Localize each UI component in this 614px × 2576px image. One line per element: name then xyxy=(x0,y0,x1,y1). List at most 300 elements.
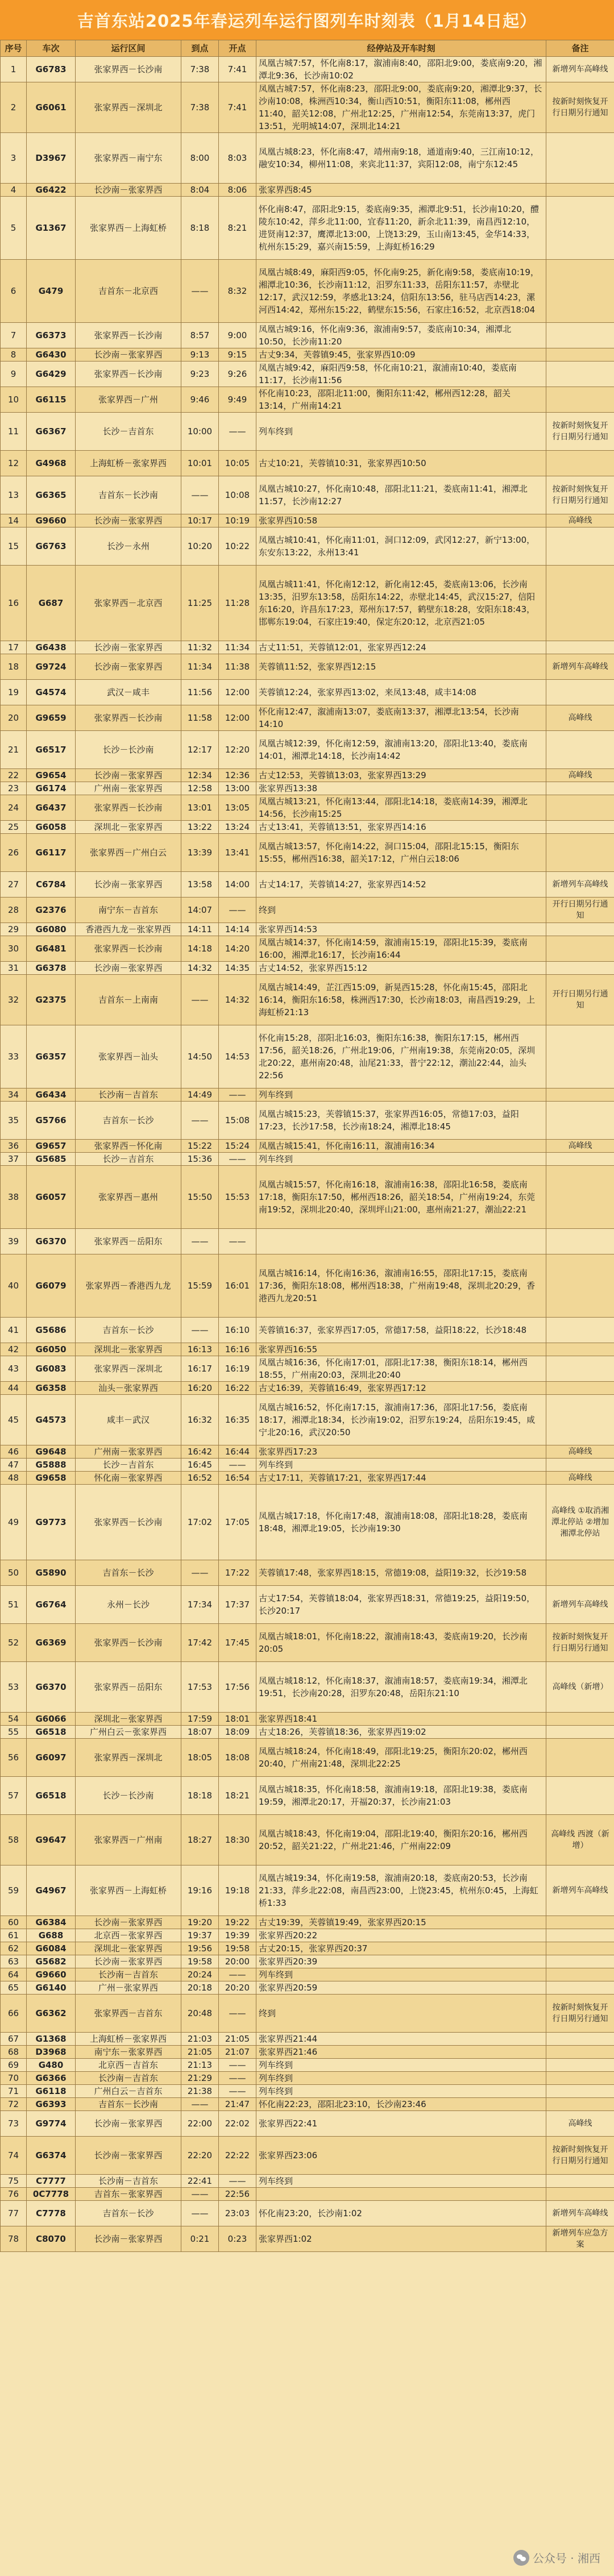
row-note xyxy=(546,1560,614,1586)
row-stops: 列车终到 xyxy=(256,2085,546,2098)
row-stops: 芙蓉镇11:52，张家界西12:15 xyxy=(256,654,546,680)
row-note: 按新时刻恢复开行日期另行通知 xyxy=(546,82,614,133)
row-stops: 张家界西1:02 xyxy=(256,2226,546,2252)
table-row xyxy=(1,1318,614,1343)
row-arrival: 14:49 xyxy=(181,1088,219,1102)
row-arrival: —— xyxy=(181,2201,219,2226)
row-route: 长沙－长沙南 xyxy=(76,731,181,769)
row-stops: 张家界西13:38 xyxy=(256,782,546,795)
row-stops: 张家界西20:39 xyxy=(256,1955,546,1968)
row-departure: 21:07 xyxy=(219,2046,256,2059)
row-arrival: 22:20 xyxy=(181,2137,219,2175)
row-departure: —— xyxy=(219,2175,256,2188)
row-no: 35 xyxy=(1,1102,27,1140)
row-train: D3968 xyxy=(27,2046,76,2059)
row-route: 吉首东－长沙南 xyxy=(76,476,181,514)
row-arrival: —— xyxy=(181,975,219,1025)
row-no: 21 xyxy=(1,731,27,769)
row-no: 37 xyxy=(1,1153,27,1166)
row-no: 9 xyxy=(1,362,27,387)
table-row xyxy=(1,769,614,782)
row-departure: 22:02 xyxy=(219,2111,256,2137)
row-train: G6061 xyxy=(27,82,76,133)
row-stops: 张家界西17:23 xyxy=(256,1445,546,1459)
row-arrival: 14:18 xyxy=(181,936,219,962)
row-no: 12 xyxy=(1,451,27,476)
row-no: 14 xyxy=(1,514,27,527)
row-note xyxy=(546,1025,614,1088)
row-stops: 张家界西14:53 xyxy=(256,923,546,936)
table-row xyxy=(1,1865,614,1916)
row-route: 长沙－永州 xyxy=(76,527,181,566)
row-note: 高峰线（新增） xyxy=(546,1662,614,1713)
row-stops: 凤凰古城18:35，怀化南18:58，溆浦南19:18，邵阳北19:38，娄底南19:59，湘潭北20:17，开福20:37，长沙南21:03 xyxy=(256,1777,546,1815)
row-arrival: 22:41 xyxy=(181,2175,219,2188)
row-route: 深圳北－张家界西 xyxy=(76,1713,181,1726)
row-train: G6367 xyxy=(27,413,76,451)
row-arrival: 12:58 xyxy=(181,782,219,795)
row-train: G6517 xyxy=(27,731,76,769)
row-stops: 张家界西16:55 xyxy=(256,1343,546,1356)
row-stops: 凤凰古城14:49，芷江西15:09，新晃西15:28，怀化南15:45，邵阳北16:14，衡阳东16:58，株洲西17:30，长沙南18:03，南昌西19:29，上海虹桥21:13 xyxy=(256,975,546,1025)
row-stops: 凤凰古城16:14，怀化南16:36，溆浦南16:55，邵阳北17:15，娄底南17:36，衡阳东18:08，郴州西18:38，广州南19:48，深圳北20:29，香港西九龙20:51 xyxy=(256,1254,546,1318)
row-departure: —— xyxy=(219,1459,256,1472)
row-train: G6429 xyxy=(27,362,76,387)
row-note: 高峰线 xyxy=(546,1445,614,1459)
row-departure: —— xyxy=(219,1229,256,1254)
table-row xyxy=(1,1229,614,1254)
row-note xyxy=(546,1229,614,1254)
row-no: 64 xyxy=(1,1968,27,1981)
row-arrival: 14:50 xyxy=(181,1025,219,1088)
row-note: 新增列车高峰线 xyxy=(546,872,614,898)
row-departure: 16:22 xyxy=(219,1382,256,1395)
row-train: G6373 xyxy=(27,323,76,348)
row-route: 张家界西－长沙南 xyxy=(76,1624,181,1662)
row-note: 开行日期另行通知 xyxy=(546,975,614,1025)
wechat-icon xyxy=(513,2550,529,2566)
row-arrival: —— xyxy=(181,1102,219,1140)
table-row xyxy=(1,2137,614,2175)
row-arrival: 16:52 xyxy=(181,1472,219,1485)
row-departure: 11:28 xyxy=(219,566,256,641)
row-arrival: 17:53 xyxy=(181,1662,219,1713)
row-train: G6362 xyxy=(27,1995,76,2033)
row-no: 17 xyxy=(1,641,27,654)
row-arrival: 14:32 xyxy=(181,962,219,975)
row-train: G5686 xyxy=(27,1318,76,1343)
table-row xyxy=(1,451,614,476)
row-note xyxy=(546,1356,614,1382)
row-stops: 凤凰古城10:27，怀化南10:48，邵阳北11:21，娄底南11:41，湘潭北11:57，长沙南12:27 xyxy=(256,476,546,514)
row-stops: 凤凰古城13:21，怀化南13:44，邵阳北14:18，娄底南14:39，湘潭北14:56，长沙南15:25 xyxy=(256,795,546,821)
table-row xyxy=(1,2098,614,2111)
row-train: G2376 xyxy=(27,898,76,923)
row-train: G6118 xyxy=(27,2085,76,2098)
row-no: 58 xyxy=(1,1815,27,1865)
row-train: G4968 xyxy=(27,451,76,476)
row-no: 20 xyxy=(1,705,27,731)
row-no: 56 xyxy=(1,1739,27,1777)
row-route: 张家界西－岳阳东 xyxy=(76,1229,181,1254)
row-train: G5890 xyxy=(27,1560,76,1586)
row-no: 60 xyxy=(1,1916,27,1929)
row-train: G6369 xyxy=(27,1624,76,1662)
row-departure: 18:01 xyxy=(219,1713,256,1726)
row-departure: 15:24 xyxy=(219,1140,256,1153)
row-no: 29 xyxy=(1,923,27,936)
row-route: 深圳北－张家界西 xyxy=(76,821,181,834)
row-no: 33 xyxy=(1,1025,27,1088)
row-departure: 8:32 xyxy=(219,260,256,323)
row-train: G6140 xyxy=(27,1981,76,1995)
table-row xyxy=(1,527,614,566)
table-row xyxy=(1,654,614,680)
row-stops: 芙蓉镇17:48，张家界西18:15，常德19:08，益阳19:32，长沙19:58 xyxy=(256,1560,546,1586)
row-stops: 凤凰古城18:01，怀化南18:22，溆浦南18:43，娄底南19:20，长沙南20:05 xyxy=(256,1624,546,1662)
row-no: 26 xyxy=(1,834,27,872)
row-departure: 14:35 xyxy=(219,962,256,975)
row-departure: 8:03 xyxy=(219,133,256,184)
row-route: 张家界西－怀化南 xyxy=(76,1140,181,1153)
row-route: 上海虹桥－张家界西 xyxy=(76,2033,181,2046)
row-no: 7 xyxy=(1,323,27,348)
row-stops: 凤凰古城16:36，怀化南17:01，邵阳北17:38，衡阳东18:14，郴州西18:55，广州南20:03，深圳北20:40 xyxy=(256,1356,546,1382)
row-no: 16 xyxy=(1,566,27,641)
col-header-arrival: 到点 xyxy=(181,40,219,57)
row-departure: 10:08 xyxy=(219,476,256,514)
row-train: G480 xyxy=(27,2059,76,2072)
row-train: G6434 xyxy=(27,1088,76,1102)
row-route: 张家界西－广州南 xyxy=(76,1815,181,1865)
col-header-departure: 开点 xyxy=(219,40,256,57)
row-arrival: —— xyxy=(181,2188,219,2201)
row-no: 71 xyxy=(1,2085,27,2098)
table-row xyxy=(1,2188,614,2201)
row-note xyxy=(546,451,614,476)
table-row xyxy=(1,348,614,362)
row-route: 张家界西－上海虹桥 xyxy=(76,1865,181,1916)
row-departure: 19:39 xyxy=(219,1929,256,1942)
row-train: C8070 xyxy=(27,2226,76,2252)
row-arrival: 14:07 xyxy=(181,898,219,923)
row-departure: 9:15 xyxy=(219,348,256,362)
row-route: 吉首东－上南南 xyxy=(76,975,181,1025)
row-route: 长沙南－张家界西 xyxy=(76,962,181,975)
row-route: 长沙南－张家界西 xyxy=(76,348,181,362)
row-arrival: 18:27 xyxy=(181,1815,219,1865)
row-stops: 凤凰古城15:41，怀化南16:11，溆浦南16:34 xyxy=(256,1140,546,1153)
row-stops: 张家界西20:22 xyxy=(256,1929,546,1942)
row-no: 32 xyxy=(1,975,27,1025)
row-departure: 8:06 xyxy=(219,184,256,197)
row-train: G9660 xyxy=(27,514,76,527)
row-route: 吉首东－北京西 xyxy=(76,260,181,323)
row-departure: 12:00 xyxy=(219,680,256,705)
row-route: 长沙南－吉首东 xyxy=(76,1088,181,1102)
row-note: 高峰线 xyxy=(546,1472,614,1485)
row-route: 张家界西－上海虹桥 xyxy=(76,197,181,260)
row-note xyxy=(546,527,614,566)
row-departure: —— xyxy=(219,1995,256,2033)
row-train: G6365 xyxy=(27,476,76,514)
row-no: 53 xyxy=(1,1662,27,1713)
row-arrival: 21:05 xyxy=(181,2046,219,2059)
row-departure: 12:36 xyxy=(219,769,256,782)
row-route: 吉首东－长沙 xyxy=(76,2201,181,2226)
row-note xyxy=(546,1981,614,1995)
row-note xyxy=(546,641,614,654)
row-stops: 古丈9:34，芙蓉镇9:45，张家界西10:09 xyxy=(256,348,546,362)
row-train: G6174 xyxy=(27,782,76,795)
row-departure: —— xyxy=(219,2072,256,2085)
table-row xyxy=(1,1995,614,2033)
row-departure: 14:20 xyxy=(219,936,256,962)
row-departure: 16:54 xyxy=(219,1472,256,1485)
row-stops: 列车终到 xyxy=(256,2059,546,2072)
row-stops: 终到 xyxy=(256,898,546,923)
row-arrival: 14:11 xyxy=(181,923,219,936)
row-departure: 14:32 xyxy=(219,975,256,1025)
row-train: G6066 xyxy=(27,1713,76,1726)
row-no: 72 xyxy=(1,2098,27,2111)
table-row xyxy=(1,1815,614,1865)
row-route: 长沙－吉首东 xyxy=(76,413,181,451)
table-row xyxy=(1,2085,614,2098)
table-row xyxy=(1,795,614,821)
row-note xyxy=(546,795,614,821)
row-departure: 13:05 xyxy=(219,795,256,821)
row-train: G9659 xyxy=(27,705,76,731)
row-route: 张家界西－深圳北 xyxy=(76,1356,181,1382)
row-note xyxy=(546,2098,614,2111)
row-train: D3967 xyxy=(27,133,76,184)
row-route: 怀化南－张家界西 xyxy=(76,1472,181,1485)
table-row xyxy=(1,133,614,184)
table-row xyxy=(1,1955,614,1968)
row-departure: 18:21 xyxy=(219,1777,256,1815)
row-stops: 凤凰古城11:41，怀化南12:12，新化南12:45，娄底南13:06，长沙南13:35，汨罗东13:58，岳阳东14:22，赤壁北14:45，武汉15:27，信阳东16:20，许昌东17:23，郑州东17:57，鹤壁东18:28，安阳东18:43，邯郸东19:04，石家庄19:40，保定东20:12，北京西21:05 xyxy=(256,566,546,641)
col-header-route: 运行区间 xyxy=(76,40,181,57)
row-departure: 18:08 xyxy=(219,1739,256,1777)
row-departure: 18:09 xyxy=(219,1726,256,1739)
row-train: G4574 xyxy=(27,680,76,705)
row-train: G4967 xyxy=(27,1865,76,1916)
row-train: G6518 xyxy=(27,1726,76,1739)
row-no: 55 xyxy=(1,1726,27,1739)
row-stops: 怀化南12:47，溆浦南13:07，娄底南13:37，湘潭北13:54，长沙南14:10 xyxy=(256,705,546,731)
row-arrival: 17:02 xyxy=(181,1485,219,1560)
row-arrival: 15:22 xyxy=(181,1140,219,1153)
row-arrival: 21:29 xyxy=(181,2072,219,2085)
row-route: 长沙南－张家界西 xyxy=(76,654,181,680)
row-arrival: 7:38 xyxy=(181,82,219,133)
row-train: G6374 xyxy=(27,2137,76,2175)
row-note: 新增列车高峰线 xyxy=(546,1865,614,1916)
row-departure: 21:47 xyxy=(219,2098,256,2111)
table-row xyxy=(1,1382,614,1395)
row-route: 长沙南－张家界西 xyxy=(76,1955,181,1968)
row-departure: 17:37 xyxy=(219,1586,256,1624)
row-stops xyxy=(256,2188,546,2201)
row-departure: —— xyxy=(219,1088,256,1102)
row-arrival: —— xyxy=(181,476,219,514)
row-stops: 古丈11:51，芙蓉镇12:01，张家界西12:24 xyxy=(256,641,546,654)
row-stops: 古丈10:21，芙蓉镇10:31，张家界西10:50 xyxy=(256,451,546,476)
row-stops: 芙蓉镇12:24，张家界西13:02，来凤13:48，咸丰14:08 xyxy=(256,680,546,705)
row-route: 长沙南－张家界西 xyxy=(76,872,181,898)
row-departure: 10:05 xyxy=(219,451,256,476)
table-row xyxy=(1,362,614,387)
row-route: 张家界西－长沙南 xyxy=(76,795,181,821)
table-row xyxy=(1,387,614,413)
row-train: G6366 xyxy=(27,2072,76,2085)
row-departure: 11:34 xyxy=(219,641,256,654)
row-train: G688 xyxy=(27,1929,76,1942)
row-route: 长沙南－张家界西 xyxy=(76,1916,181,1929)
row-no: 15 xyxy=(1,527,27,566)
row-stops: 终到 xyxy=(256,1995,546,2033)
row-train: C7777 xyxy=(27,2175,76,2188)
row-train: G1368 xyxy=(27,2033,76,2046)
table-row xyxy=(1,1445,614,1459)
row-no: 1 xyxy=(1,57,27,82)
col-header-train: 车次 xyxy=(27,40,76,57)
row-train: G6084 xyxy=(27,1942,76,1955)
row-no: 76 xyxy=(1,2188,27,2201)
row-stops: 怀化南15:28，邵阳北16:03，衡阳东16:38，衡阳东17:15，郴州西17:56，韶关18:26，广州北19:06，广州南19:38，东莞南20:05，深圳北20:22，惠州南20:48，汕尾21:33，普宁22:12，潮汕22:44，汕头22:56 xyxy=(256,1025,546,1088)
row-no: 13 xyxy=(1,476,27,514)
table-row xyxy=(1,898,614,923)
row-train: 0C7778 xyxy=(27,2188,76,2201)
row-note: 新增列车高峰线 xyxy=(546,57,614,82)
row-no: 40 xyxy=(1,1254,27,1318)
row-train: G6783 xyxy=(27,57,76,82)
row-arrival: 8:04 xyxy=(181,184,219,197)
row-stops: 古丈14:52，张家界西15:12 xyxy=(256,962,546,975)
row-route: 张家界西－深圳北 xyxy=(76,1739,181,1777)
row-note: 高峰线 xyxy=(546,769,614,782)
table-row xyxy=(1,872,614,898)
page-title: 吉首东站2025年春运列车运行图列车时刻表（1月14日起） xyxy=(0,0,614,40)
table-row xyxy=(1,413,614,451)
row-note xyxy=(546,2188,614,2201)
row-train: G6437 xyxy=(27,795,76,821)
row-arrival: 11:25 xyxy=(181,566,219,641)
row-route: 永州－长沙 xyxy=(76,1586,181,1624)
row-arrival: 8:18 xyxy=(181,197,219,260)
row-arrival: 10:20 xyxy=(181,527,219,566)
row-no: 66 xyxy=(1,1995,27,2033)
row-no: 8 xyxy=(1,348,27,362)
row-no: 54 xyxy=(1,1713,27,1726)
row-route: 张家界西－岳阳东 xyxy=(76,1662,181,1713)
row-train: G9657 xyxy=(27,1140,76,1153)
table-row xyxy=(1,2059,614,2072)
row-stops: 凤凰古城15:23，芙蓉镇15:37，张家界西16:05，常德17:03，益阳17:23，长沙17:58，长沙南18:24，湘潭北18:45 xyxy=(256,1102,546,1140)
row-no: 62 xyxy=(1,1942,27,1955)
row-arrival: 13:58 xyxy=(181,872,219,898)
row-arrival: 13:22 xyxy=(181,821,219,834)
row-note xyxy=(546,323,614,348)
row-train: G9648 xyxy=(27,1445,76,1459)
row-departure: 10:19 xyxy=(219,514,256,527)
row-stops: 张家界西8:45 xyxy=(256,184,546,197)
row-note xyxy=(546,1382,614,1395)
row-route: 张家界西－香港西九龙 xyxy=(76,1254,181,1318)
row-train: G9773 xyxy=(27,1485,76,1560)
row-stops: 凤凰古城9:16，怀化南9:36，溆浦南9:57，娄底南10:34，湘潭北10:50，长沙南11:20 xyxy=(256,323,546,348)
row-no: 77 xyxy=(1,2201,27,2226)
row-note: 按新时刻恢复开行日期另行通知 xyxy=(546,413,614,451)
row-no: 36 xyxy=(1,1140,27,1153)
row-stops: 张家界西21:46 xyxy=(256,2046,546,2059)
row-stops: 凤凰古城13:57，怀化南14:22，洞口15:04，邵阳北15:15，衡阳东15:55，郴州西16:38，韶关17:12，广州白云18:06 xyxy=(256,834,546,872)
row-no: 30 xyxy=(1,936,27,962)
row-no: 48 xyxy=(1,1472,27,1485)
row-stops: 凤凰古城16:52，怀化南17:15，溆浦南17:36，邵阳北17:56，娄底南18:17，湘潭北18:34，长沙南19:02，汨罗东19:24，岳阳东19:45，咸宁北20:16，武汉20:50 xyxy=(256,1395,546,1445)
row-note xyxy=(546,1166,614,1229)
row-stops: 凤凰古城10:41，怀化南11:01，洞口12:09，武冈12:27，新宁13:00，东安东13:22，永州13:41 xyxy=(256,527,546,566)
row-note xyxy=(546,821,614,834)
table-row xyxy=(1,1254,614,1318)
row-stops: 怀化南23:20，长沙南1:02 xyxy=(256,2201,546,2226)
row-no: 49 xyxy=(1,1485,27,1560)
row-stops: 凤凰古城18:12，怀化南18:37，溆浦南18:57，娄底南19:34，湘潭北19:51，长沙南20:28，汨罗东20:48，岳阳东21:10 xyxy=(256,1662,546,1713)
row-arrival: 15:59 xyxy=(181,1254,219,1318)
row-stops: 凤凰古城15:57，怀化南16:18，溆浦南16:38，邵阳北16:58，娄底南17:18，衡阳东17:50，郴州西18:26，韶关18:54，广州南19:24，东莞南19:52，深圳北20:40，深圳坪山21:00，惠州南21:27，潮汕22:21 xyxy=(256,1166,546,1229)
table-row xyxy=(1,1713,614,1726)
table-row xyxy=(1,1777,614,1815)
row-no: 27 xyxy=(1,872,27,898)
row-stops: 古丈17:11，芙蓉镇17:21，张家界西17:44 xyxy=(256,1472,546,1485)
table-row xyxy=(1,1472,614,1485)
row-arrival: 19:20 xyxy=(181,1916,219,1929)
row-route: 张家界西－深圳北 xyxy=(76,82,181,133)
row-no: 6 xyxy=(1,260,27,323)
row-stops: 列车终到 xyxy=(256,1459,546,1472)
row-train: G6384 xyxy=(27,1916,76,1929)
row-route: 长沙南－张家界西 xyxy=(76,2111,181,2137)
row-train: G6058 xyxy=(27,821,76,834)
row-arrival: 18:18 xyxy=(181,1777,219,1815)
row-route: 香港西九龙－张家界西 xyxy=(76,923,181,936)
table-row xyxy=(1,680,614,705)
row-no: 44 xyxy=(1,1382,27,1395)
row-train: G6481 xyxy=(27,936,76,962)
row-no: 70 xyxy=(1,2072,27,2085)
row-note: 按新时刻恢复开行日期另行通知 xyxy=(546,1624,614,1662)
col-header-stops: 经停站及开车时刻 xyxy=(256,40,546,57)
row-note xyxy=(546,1254,614,1318)
row-departure: 12:20 xyxy=(219,731,256,769)
row-arrival: 16:17 xyxy=(181,1356,219,1382)
table-row xyxy=(1,1025,614,1088)
row-no: 18 xyxy=(1,654,27,680)
table-row xyxy=(1,962,614,975)
row-arrival: 20:24 xyxy=(181,1968,219,1981)
row-stops: 古丈16:39，芙蓉镇16:49，张家界西17:12 xyxy=(256,1382,546,1395)
row-no: 24 xyxy=(1,795,27,821)
row-arrival: 9:23 xyxy=(181,362,219,387)
table-row xyxy=(1,2175,614,2188)
table-row xyxy=(1,1916,614,1929)
watermark-text: 公众号 · 湘西 xyxy=(532,2552,600,2565)
row-arrival: 10:01 xyxy=(181,451,219,476)
row-route: 张家界西－惠州 xyxy=(76,1166,181,1229)
row-arrival: 12:17 xyxy=(181,731,219,769)
row-no: 57 xyxy=(1,1777,27,1815)
